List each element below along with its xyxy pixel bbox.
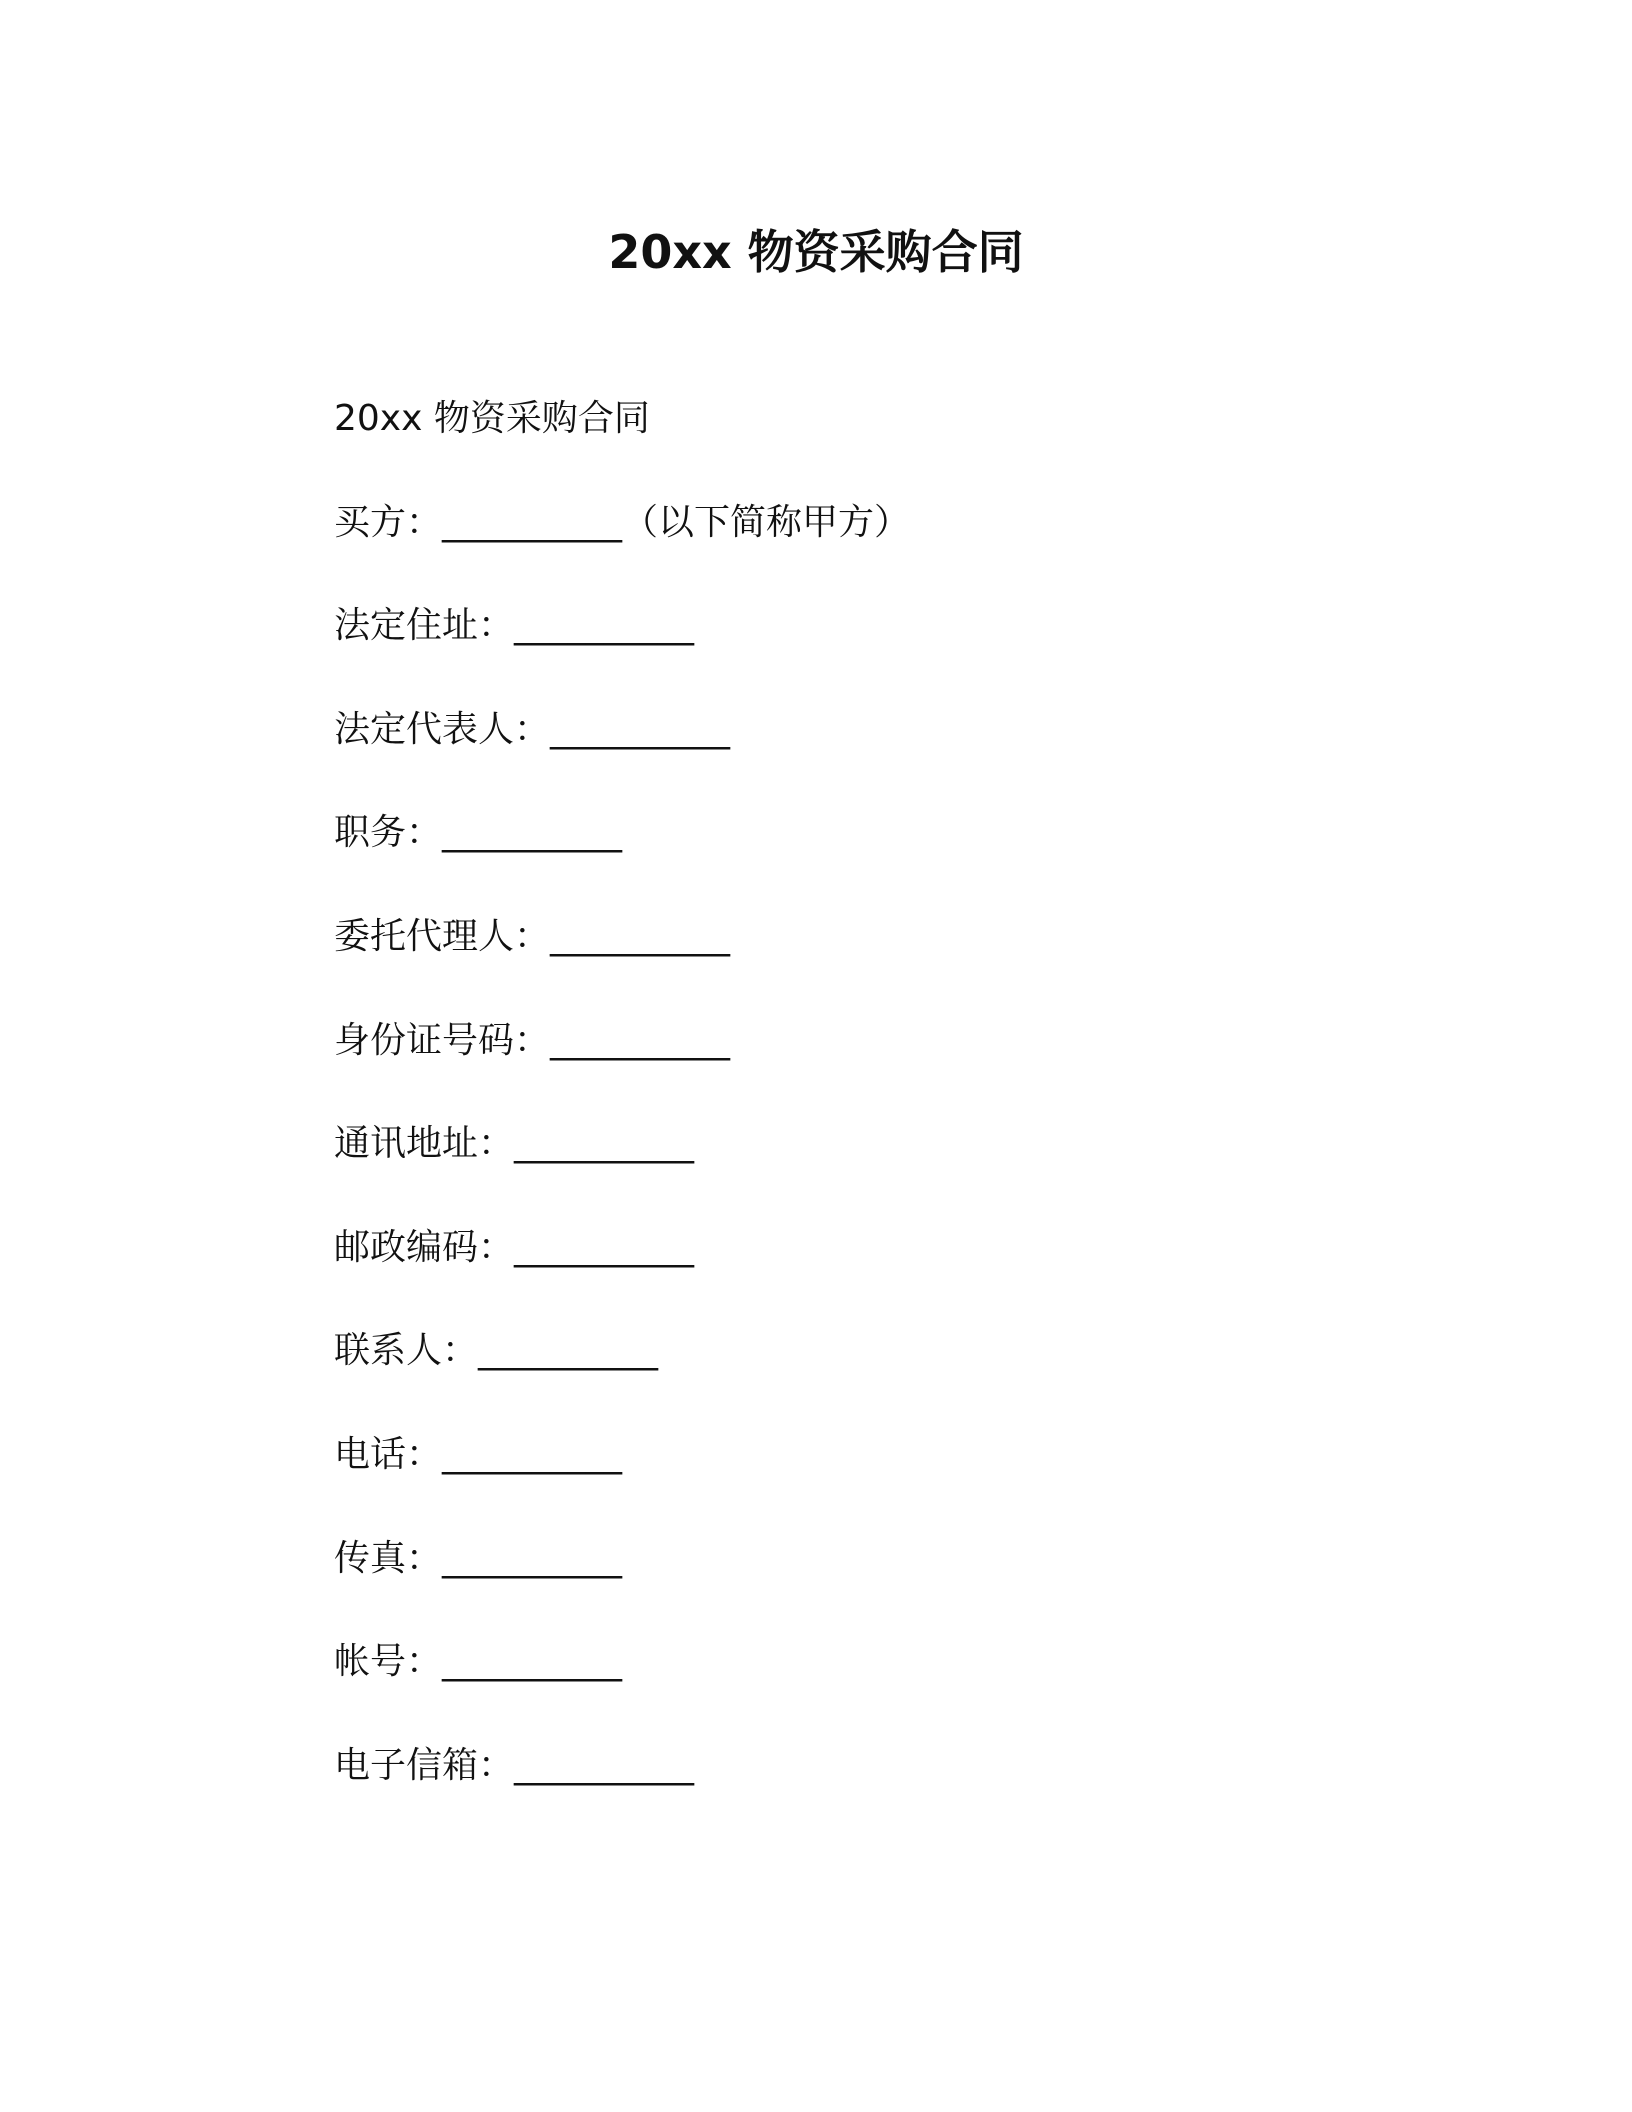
field-authorized-agent: 委托代理人：__________ xyxy=(334,915,731,957)
field-legal-representative: 法定代表人：__________ xyxy=(334,708,731,750)
field-legal-address: 法定住址：__________ xyxy=(334,605,695,647)
document-title: 20xx 物资采购合同 xyxy=(608,225,1024,279)
field-fax: 传真：__________ xyxy=(334,1537,623,1579)
field-postal-code: 邮政编码：__________ xyxy=(334,1226,695,1268)
document-subtitle: 20xx 物资采购合同 xyxy=(334,398,650,439)
field-contact-person: 联系人：__________ xyxy=(334,1330,659,1372)
field-phone: 电话：__________ xyxy=(334,1433,623,1475)
field-mailing-address: 通讯地址：__________ xyxy=(334,1123,695,1165)
document-body xyxy=(334,393,1534,1843)
field-email: 电子信箱：__________ xyxy=(334,1744,695,1786)
field-buyer: 买方：__________（以下简称甲方） xyxy=(334,501,911,543)
field-position: 职务：__________ xyxy=(334,812,623,854)
field-account-number: 帐号：__________ xyxy=(334,1641,623,1683)
field-id-number: 身份证号码：__________ xyxy=(334,1019,731,1061)
